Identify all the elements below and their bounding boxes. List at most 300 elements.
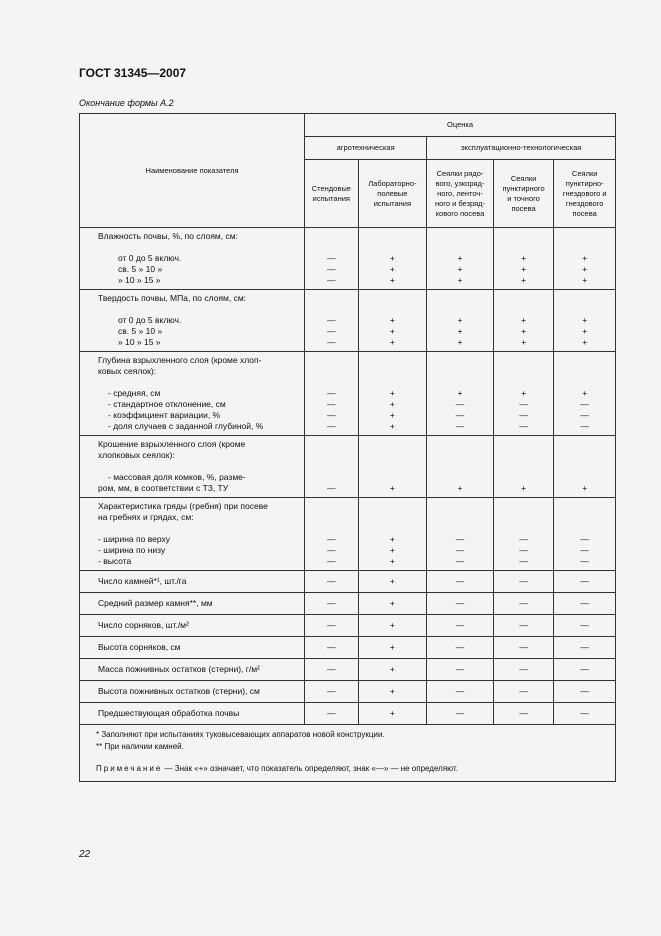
column-header-line: гнездового и bbox=[562, 188, 607, 198]
indicator-line: св. 5 » 10 » bbox=[118, 326, 163, 336]
column-header-line: гнездового bbox=[565, 198, 604, 208]
indicator-name-cell bbox=[80, 703, 305, 725]
value-mark: — bbox=[455, 686, 465, 696]
value-mark: — bbox=[327, 388, 336, 398]
column-header-line: Сеялки bbox=[571, 168, 598, 178]
blank-line bbox=[554, 450, 615, 461]
blank-line bbox=[494, 501, 554, 512]
value-cell bbox=[493, 571, 554, 593]
blank-line bbox=[494, 355, 554, 366]
value-mark: + bbox=[389, 388, 395, 398]
value-mark: — bbox=[580, 708, 589, 718]
value-mark: — bbox=[580, 664, 589, 674]
value-cell bbox=[554, 615, 616, 637]
blank-line bbox=[427, 304, 493, 315]
indicator-line: Крошение взрыхленного слоя (кроме bbox=[98, 439, 246, 449]
blank-line bbox=[494, 461, 554, 472]
blank-line bbox=[359, 501, 427, 512]
blank-line bbox=[359, 355, 427, 366]
blank-line bbox=[427, 355, 493, 366]
blank-line bbox=[305, 293, 357, 304]
indicator-line: св. 5 » 10 » bbox=[118, 264, 163, 274]
value-mark: — bbox=[519, 556, 528, 566]
indicator-line: Влажность почвы, %, по слоям, см: bbox=[98, 231, 238, 241]
indicator-row bbox=[80, 352, 616, 436]
blank-line bbox=[494, 366, 554, 377]
footnote-1: * Заполняют при испытаниях туковысевающих аппаратов новой конструкции. bbox=[96, 730, 385, 739]
value-cell bbox=[305, 593, 358, 615]
value-mark: — bbox=[580, 576, 589, 586]
blank-line bbox=[494, 231, 554, 242]
blank-line bbox=[305, 355, 357, 366]
value-mark: + bbox=[582, 388, 588, 398]
column-header-2 bbox=[358, 160, 427, 228]
value-cell bbox=[427, 659, 494, 681]
value-cell bbox=[493, 228, 554, 290]
footnotes-cell bbox=[80, 725, 616, 782]
value-mark: — bbox=[327, 664, 336, 674]
blank-line bbox=[554, 377, 615, 388]
indicator-line: - массовая доля комков, %, разме- bbox=[108, 472, 246, 482]
blank-line bbox=[359, 472, 427, 483]
value-cell bbox=[427, 290, 494, 352]
value-mark: — bbox=[455, 399, 465, 409]
value-mark: + bbox=[521, 337, 527, 347]
blank-line bbox=[554, 439, 615, 450]
column-header-3 bbox=[427, 160, 494, 228]
value-cell bbox=[554, 681, 616, 703]
value-mark: — bbox=[327, 534, 336, 544]
value-mark: + bbox=[389, 664, 395, 674]
indicator-line: ром, мм, в соответствии с ТЗ, ТУ bbox=[98, 483, 229, 493]
page-number: 22 bbox=[79, 849, 91, 860]
value-mark: + bbox=[521, 253, 527, 263]
value-mark: — bbox=[327, 483, 336, 493]
indicator-row bbox=[80, 498, 616, 571]
value-mark: — bbox=[580, 620, 589, 630]
value-mark: + bbox=[389, 275, 395, 285]
column-header-line: испытания bbox=[373, 198, 412, 208]
column-header-line: посева bbox=[511, 203, 536, 213]
blank-line bbox=[427, 231, 493, 242]
value-cell bbox=[554, 703, 616, 725]
value-mark: — bbox=[455, 545, 465, 555]
indicator-row bbox=[80, 593, 616, 615]
value-cell bbox=[358, 593, 427, 615]
indicator-line: на гребнях и грядах, см: bbox=[98, 512, 194, 522]
indicator-name-cell bbox=[80, 436, 305, 498]
value-mark: — bbox=[580, 545, 589, 555]
value-mark: — bbox=[455, 576, 465, 586]
blank-line bbox=[359, 304, 427, 315]
blank-line bbox=[305, 461, 357, 472]
value-mark: + bbox=[457, 315, 463, 325]
column-header-line: Стендовые bbox=[311, 183, 351, 193]
value-mark: + bbox=[389, 642, 395, 652]
value-mark: — bbox=[580, 556, 589, 566]
value-cell bbox=[554, 290, 616, 352]
value-mark: — bbox=[519, 399, 528, 409]
value-cell bbox=[305, 498, 358, 571]
blank-line bbox=[494, 450, 554, 461]
value-mark: — bbox=[519, 534, 528, 544]
blank-line bbox=[305, 366, 357, 377]
blank-line bbox=[494, 293, 554, 304]
value-mark: + bbox=[389, 264, 395, 274]
blank-line bbox=[305, 242, 357, 253]
blank-line bbox=[305, 450, 357, 461]
column-header-line: вого, узкоряд- bbox=[435, 178, 485, 188]
blank-line bbox=[98, 377, 300, 388]
column-header-line: Лабораторно- bbox=[368, 178, 417, 188]
value-mark: + bbox=[457, 388, 463, 398]
indicator-line: ковых сеялок): bbox=[98, 366, 157, 376]
value-mark: + bbox=[521, 264, 527, 274]
indicator-name-cell bbox=[80, 615, 305, 637]
value-mark: — bbox=[327, 326, 336, 336]
blank-line bbox=[305, 304, 357, 315]
blank-line bbox=[554, 231, 615, 242]
value-mark: + bbox=[582, 264, 588, 274]
footnote-2: ** При наличии камней. bbox=[96, 742, 184, 751]
value-mark: — bbox=[327, 421, 336, 431]
indicator-line: - средняя, см bbox=[108, 388, 161, 398]
value-mark: — bbox=[519, 708, 528, 718]
value-cell bbox=[493, 290, 554, 352]
value-cell bbox=[427, 703, 494, 725]
blank-line bbox=[554, 242, 615, 253]
value-cell bbox=[493, 498, 554, 571]
column-header-1 bbox=[305, 160, 358, 228]
value-cell bbox=[358, 498, 427, 571]
blank-line bbox=[305, 231, 357, 242]
value-mark: — bbox=[519, 545, 528, 555]
blank-line bbox=[359, 377, 427, 388]
blank-line bbox=[494, 439, 554, 450]
value-cell bbox=[305, 659, 358, 681]
value-mark: — bbox=[327, 576, 336, 586]
value-mark: — bbox=[455, 598, 465, 608]
value-mark: + bbox=[389, 337, 395, 347]
value-cell bbox=[427, 228, 494, 290]
blank-line bbox=[554, 472, 615, 483]
value-cell bbox=[493, 681, 554, 703]
blank-line bbox=[554, 461, 615, 472]
indicator-row bbox=[80, 637, 616, 659]
indicator-name-cell bbox=[80, 228, 305, 290]
value-cell bbox=[427, 637, 494, 659]
value-mark: — bbox=[455, 421, 465, 431]
value-mark: + bbox=[389, 483, 395, 493]
indicator-row bbox=[80, 703, 616, 725]
column-header-5 bbox=[554, 160, 616, 228]
blank-line bbox=[427, 293, 493, 304]
value-mark: — bbox=[580, 642, 589, 652]
blank-line bbox=[494, 242, 554, 253]
value-cell bbox=[305, 703, 358, 725]
blank-line bbox=[494, 512, 554, 523]
value-mark: — bbox=[327, 399, 336, 409]
value-mark: + bbox=[582, 275, 588, 285]
column-header-line: посева bbox=[572, 208, 597, 218]
blank-line bbox=[427, 512, 493, 523]
value-mark: + bbox=[582, 253, 588, 263]
value-mark: + bbox=[457, 337, 463, 347]
value-mark: — bbox=[327, 315, 336, 325]
value-cell bbox=[305, 290, 358, 352]
value-mark: + bbox=[457, 264, 463, 274]
blank-line bbox=[98, 461, 300, 472]
value-mark: — bbox=[327, 598, 336, 608]
value-cell bbox=[554, 659, 616, 681]
indicator-line: - доля случаев с заданной глубиной, % bbox=[108, 421, 264, 431]
value-mark: — bbox=[455, 620, 465, 630]
value-mark: — bbox=[327, 620, 336, 630]
value-cell bbox=[305, 681, 358, 703]
column-header-line: Сеялки рядо- bbox=[436, 168, 484, 178]
note-label: Примечание bbox=[96, 764, 163, 773]
column-header-line: Сеялки bbox=[510, 173, 537, 183]
value-mark: — bbox=[327, 708, 336, 718]
value-cell bbox=[358, 228, 427, 290]
indicator-column-header: Наименование показателя bbox=[80, 114, 305, 228]
blank-line bbox=[305, 439, 357, 450]
assessment-group-header: Оценка bbox=[305, 114, 616, 137]
indicator-row bbox=[80, 681, 616, 703]
blank-line bbox=[427, 242, 493, 253]
standard-header: ГОСТ 31345—2007 bbox=[79, 66, 187, 80]
value-cell bbox=[358, 703, 427, 725]
indicator-line: - коэффициент вариации, % bbox=[108, 410, 221, 420]
value-mark: — bbox=[327, 556, 336, 566]
agrotechnical-group-header: агротехническая bbox=[305, 137, 427, 160]
indicator-line: Средний размер камня**, мм bbox=[98, 598, 213, 608]
blank-line bbox=[554, 523, 615, 534]
indicator-name-cell bbox=[80, 681, 305, 703]
indicator-line: Глубина взрыхленного слоя (кроме хлоп- bbox=[98, 355, 262, 365]
value-cell bbox=[554, 228, 616, 290]
value-mark: — bbox=[327, 253, 336, 263]
indicator-row bbox=[80, 659, 616, 681]
blank-line bbox=[494, 523, 554, 534]
value-mark: + bbox=[389, 421, 395, 431]
value-cell bbox=[358, 571, 427, 593]
value-mark: — bbox=[580, 399, 589, 409]
value-cell bbox=[358, 681, 427, 703]
value-mark: + bbox=[389, 708, 395, 718]
value-cell bbox=[358, 436, 427, 498]
value-mark: + bbox=[582, 326, 588, 336]
value-mark: + bbox=[521, 388, 527, 398]
value-mark: — bbox=[580, 421, 589, 431]
blank-line bbox=[305, 501, 357, 512]
value-mark: — bbox=[327, 337, 336, 347]
indicator-line: Высота пожнивных остатков (стерни), см bbox=[98, 686, 260, 696]
blank-line bbox=[427, 450, 493, 461]
blank-line bbox=[427, 523, 493, 534]
value-mark: + bbox=[389, 576, 395, 586]
blank-line bbox=[494, 377, 554, 388]
indicator-line: Масса пожнивных остатков (стерни), г/м² bbox=[98, 664, 260, 674]
indicator-name-cell bbox=[80, 659, 305, 681]
blank-line bbox=[494, 304, 554, 315]
value-cell bbox=[427, 681, 494, 703]
column-header-line: испытания bbox=[312, 193, 350, 203]
blank-line bbox=[427, 501, 493, 512]
blank-line bbox=[554, 366, 615, 377]
value-mark: — bbox=[455, 664, 465, 674]
blank-line bbox=[427, 461, 493, 472]
value-mark: — bbox=[327, 275, 336, 285]
value-cell bbox=[427, 352, 494, 436]
value-mark: + bbox=[389, 410, 395, 420]
operational-group-header: эксплуатационно-технологическая bbox=[427, 137, 616, 160]
blank-line bbox=[359, 461, 427, 472]
blank-line bbox=[554, 304, 615, 315]
value-mark: — bbox=[327, 410, 336, 420]
column-header-line: ного и безряд- bbox=[434, 198, 486, 208]
column-header-line: ного, ленточ- bbox=[437, 188, 483, 198]
blank-line bbox=[359, 366, 427, 377]
value-cell bbox=[554, 637, 616, 659]
indicator-name-cell bbox=[80, 571, 305, 593]
indicator-line: от 0 до 5 включ. bbox=[118, 315, 182, 325]
value-mark: — bbox=[519, 664, 528, 674]
value-mark: — bbox=[455, 534, 465, 544]
value-mark: + bbox=[521, 483, 527, 493]
indicator-name-cell bbox=[80, 637, 305, 659]
value-cell bbox=[554, 498, 616, 571]
value-mark: + bbox=[521, 275, 527, 285]
blank-line bbox=[494, 472, 554, 483]
value-cell bbox=[554, 571, 616, 593]
blank-line bbox=[305, 523, 357, 534]
value-mark: + bbox=[389, 326, 395, 336]
indicator-row bbox=[80, 615, 616, 637]
blank-line bbox=[305, 512, 357, 523]
indicator-name-cell bbox=[80, 290, 305, 352]
value-mark: — bbox=[580, 410, 589, 420]
value-cell bbox=[358, 615, 427, 637]
value-cell bbox=[427, 571, 494, 593]
value-cell bbox=[427, 498, 494, 571]
value-cell bbox=[305, 436, 358, 498]
value-mark: + bbox=[389, 315, 395, 325]
value-mark: + bbox=[457, 253, 463, 263]
blank-line bbox=[359, 242, 427, 253]
value-mark: — bbox=[455, 642, 465, 652]
blank-line bbox=[98, 242, 300, 253]
value-mark: — bbox=[580, 686, 589, 696]
value-mark: — bbox=[519, 620, 528, 630]
value-mark: — bbox=[519, 410, 528, 420]
indicator-line: Характеристика гряды (гребня) при посеве bbox=[98, 501, 268, 511]
indicator-name-cell bbox=[80, 498, 305, 571]
column-header-line: и точного bbox=[507, 193, 540, 203]
value-mark: — bbox=[455, 556, 465, 566]
value-mark: — bbox=[519, 576, 528, 586]
value-cell bbox=[427, 436, 494, 498]
value-mark: — bbox=[327, 545, 336, 555]
value-mark: — bbox=[519, 686, 528, 696]
indicator-line: - ширина по верху bbox=[98, 534, 170, 544]
value-cell bbox=[358, 637, 427, 659]
indicator-line: - стандартное отклонение, см bbox=[108, 399, 226, 409]
blank-line bbox=[359, 450, 427, 461]
indicator-line: Высота сорняков, см bbox=[98, 642, 181, 652]
value-cell bbox=[493, 352, 554, 436]
column-header-line: пунктирно- bbox=[565, 178, 604, 188]
value-cell bbox=[427, 593, 494, 615]
value-mark: — bbox=[519, 598, 528, 608]
value-cell bbox=[305, 228, 358, 290]
blank-line bbox=[305, 472, 357, 483]
value-mark: + bbox=[389, 620, 395, 630]
blank-line bbox=[554, 293, 615, 304]
column-header-4 bbox=[493, 160, 554, 228]
indicator-line: Твердость почвы, МПа, по слоям, см: bbox=[98, 293, 247, 303]
value-mark: — bbox=[580, 598, 589, 608]
value-mark: + bbox=[457, 483, 463, 493]
value-mark: — bbox=[580, 534, 589, 544]
indicator-row bbox=[80, 290, 616, 352]
blank-line bbox=[554, 512, 615, 523]
value-mark: + bbox=[582, 337, 588, 347]
indicator-line: Число камней*¹, шт./га bbox=[98, 576, 187, 586]
value-mark: + bbox=[389, 253, 395, 263]
column-header-line: полевые bbox=[377, 188, 408, 198]
note-text: — Знак «+» означает, что показатель определяют, знак «—» — не определяют. bbox=[162, 764, 458, 773]
value-mark: — bbox=[455, 708, 465, 718]
footnotes-row bbox=[80, 725, 616, 782]
value-mark: — bbox=[327, 686, 336, 696]
indicator-line: Предшествующая обработка почвы bbox=[98, 708, 240, 718]
value-cell bbox=[305, 615, 358, 637]
value-cell bbox=[493, 659, 554, 681]
value-mark: + bbox=[457, 326, 463, 336]
blank-line bbox=[554, 501, 615, 512]
value-mark: — bbox=[455, 410, 465, 420]
indicator-row bbox=[80, 436, 616, 498]
column-header-line: кового посева bbox=[435, 208, 485, 218]
value-mark: — bbox=[327, 264, 336, 274]
indicator-row bbox=[80, 571, 616, 593]
value-cell bbox=[305, 637, 358, 659]
value-mark: — bbox=[519, 421, 528, 431]
footnote-gap bbox=[96, 753, 603, 763]
column-header-line: пунктирного bbox=[502, 183, 545, 193]
value-mark: + bbox=[389, 686, 395, 696]
value-mark: + bbox=[457, 275, 463, 285]
value-mark: + bbox=[582, 315, 588, 325]
value-cell bbox=[427, 615, 494, 637]
blank-line bbox=[359, 523, 427, 534]
blank-line bbox=[359, 512, 427, 523]
value-cell bbox=[554, 436, 616, 498]
indicator-line: - ширина по низу bbox=[98, 545, 166, 555]
value-cell bbox=[554, 593, 616, 615]
value-mark: — bbox=[519, 642, 528, 652]
blank-line bbox=[554, 355, 615, 366]
blank-line bbox=[98, 523, 300, 534]
value-cell bbox=[493, 593, 554, 615]
value-cell bbox=[305, 352, 358, 436]
value-cell bbox=[493, 703, 554, 725]
indicator-line: Число сорняков, шт./м² bbox=[98, 620, 189, 630]
value-cell bbox=[493, 615, 554, 637]
value-mark: — bbox=[327, 642, 336, 652]
indicator-row bbox=[80, 228, 616, 290]
